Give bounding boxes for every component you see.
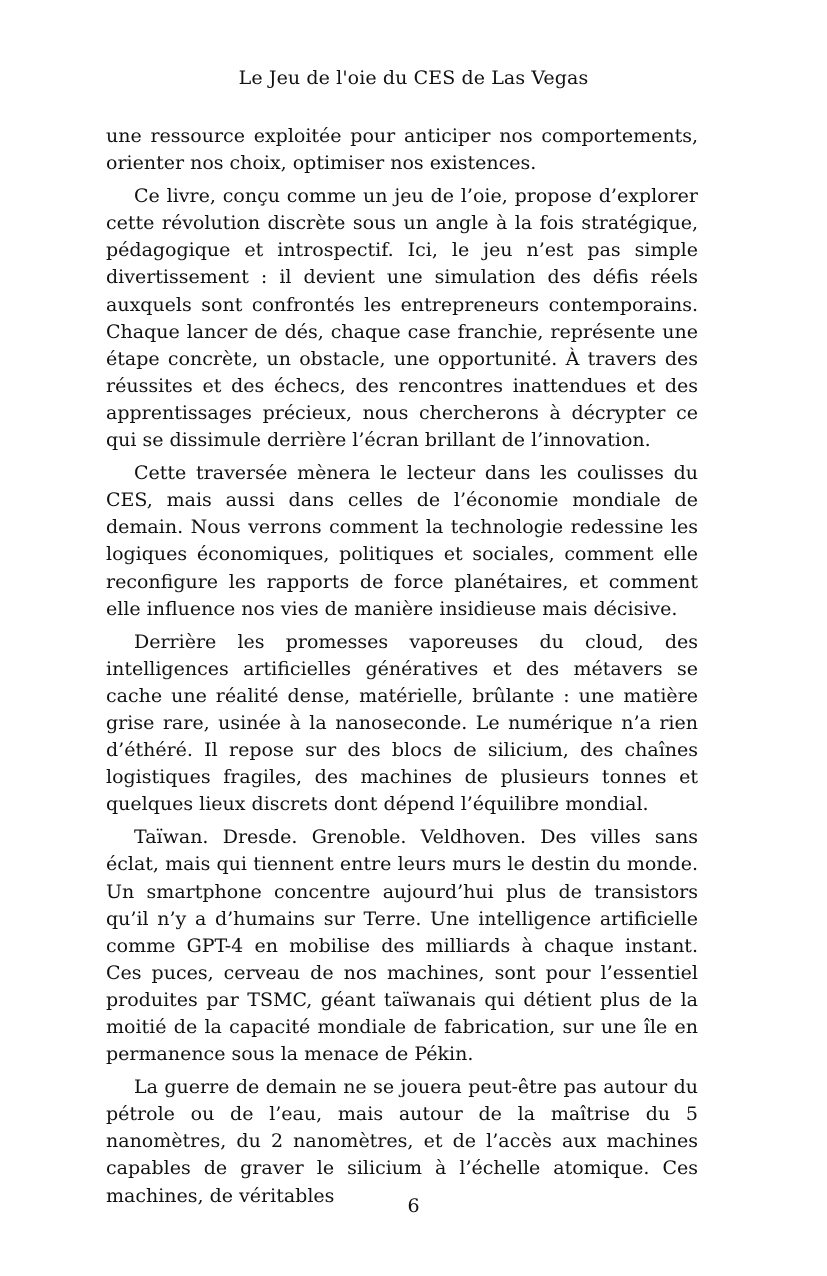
running-header-title: Le Jeu de l'oie du CES de Las Vegas [238,67,589,89]
paragraph-chip-cities: Taïwan. Dresde. Grenoble. Veldhoven. Des villes sans éclat, mais qui tiennent entre leurs murs le destin du monde. Un smartphone concentre aujourd’hui plus de transistors qu’il n’y a d’humains sur Terre. Une intelligence artificielle comme GPT-4 en mobilise des milliards à chaque instant. Ces puces, cerveau de nos machines, sont pour l’essentiel produites par TSMC, géant taïwanais qui détient plus de la moitié de la capacité mondiale de fabrication, sur une île en permanence sous la menace de Pékin. [106,826,698,1066]
paragraph-material-reality: Derrière les promesses vaporeuses du cloud, des intelligences artificielles génératives et des métavers se cache une réalité dense, matérielle, brûlante : une matière grise rare, usinée à la nanoseconde. Le numérique n’a rien d’éthéré. Il repose sur des blocs de silicium, des chaînes logistiques fragiles, des machines de plusieurs tonnes et quelques lieux discrets dont dépend l’équilibre mondial. [106,630,698,816]
paragraph-continuation: une ressource exploitée pour anticiper nos comportements, orienter nos choix, optimiser nos existences. [106,125,698,175]
paragraph-ces-journey: Cette traversée mènera le lecteur dans les coulisses du CES, mais aussi dans celles de l’économie mondiale de demain. Nous verrons comment la technologie redessine les logiques économiques, politiques et sociales, comment elle reconfigure les rapports de force planétaires, et comment elle influence nos vies de manière insidieuse mais décisive. [106,462,698,620]
page-number: 6 [407,1195,420,1217]
paragraph-book-concept: Ce livre, conçu comme un jeu de l’oie, propose d’explorer cette révolution discrète sous un angle à la fois stratégique, pédagogique et introspectif. Ici, le jeu n’est pas simple divertissement : il devient une simulation des défis réels auxquels sont confrontés les entrepreneurs contemporains. Chaque lancer de dés, chaque case franchie, représente une étape concrète, un obstacle, une opportunité. À travers des réussites et des échecs, des rencontres inattendues et des apprentissages précieux, nous chercherons à décrypter ce qui se dissimule derrière l’écran brillant de l’innovation. [106,185,698,452]
page-body [106,123,698,1216]
paragraph-future-war: La guerre de demain ne se jouera peut-être pas autour du pétrole ou de l’eau, mais autour de la maîtrise du 5 nanomètres, du 2 nanomètres, et de l’accès aux machines capables de graver le silicium à l’échelle atomique. Ces machines, de véritables [106,1076,698,1207]
